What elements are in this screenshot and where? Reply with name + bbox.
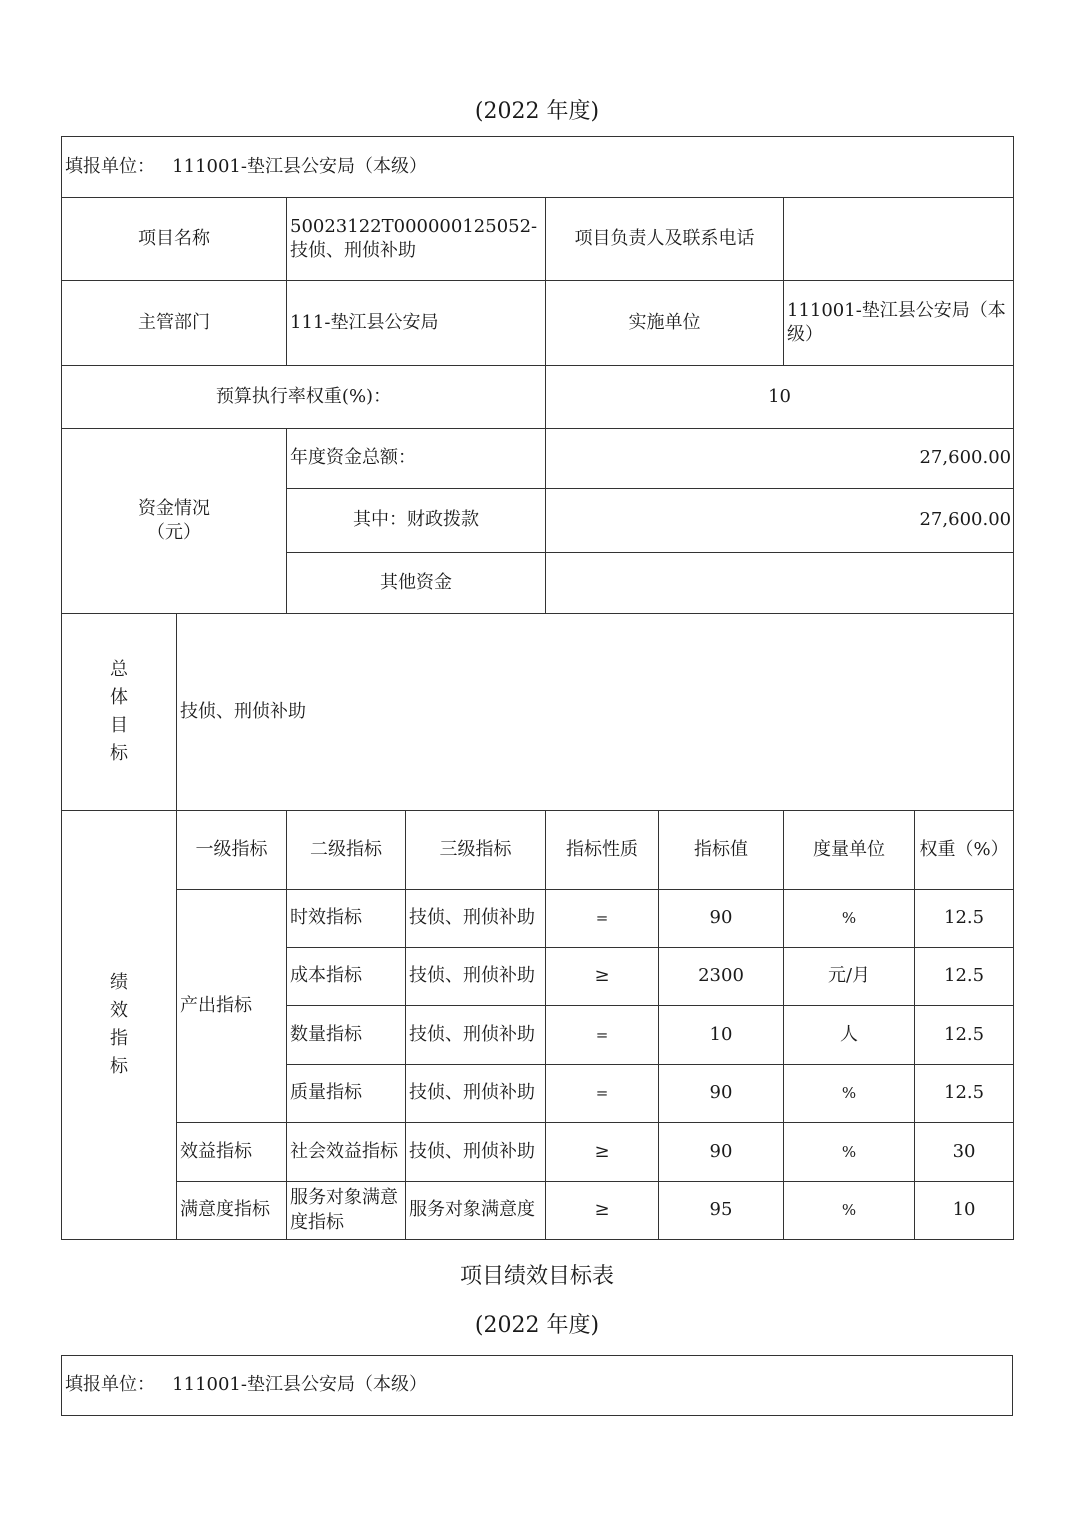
row-unit: 元/月	[784, 948, 915, 1006]
header-nature: 指标性质	[546, 811, 659, 890]
row-weight: 12.5	[915, 1006, 1014, 1065]
perf-char: 标	[110, 1055, 128, 1077]
header-unit: 度量单位	[784, 811, 915, 890]
year-heading-2: (2022 年度)	[474, 1313, 600, 1338]
reporting-unit-cell	[62, 137, 1014, 198]
impl-unit-label: 实施单位	[546, 281, 784, 366]
total-funds-label: 年度资金总额：	[287, 429, 546, 489]
perf-char: 指	[110, 1028, 128, 1049]
perf-char: 绩	[110, 972, 128, 994]
perf-char: 效	[110, 1000, 128, 1022]
row-level3: 技侦、刑侦补助	[406, 1065, 546, 1123]
row-nature: ≥	[546, 1123, 659, 1182]
goal-char: 总	[110, 659, 128, 681]
impl-unit-value: 111001-垫江县公安局（本级）	[784, 281, 1014, 366]
reporting-unit-value-2: 111001-垫江县公安局（本级）	[172, 1374, 427, 1396]
fiscal-funds-label: 其中：财政拨款	[287, 489, 546, 553]
table-row	[62, 1182, 1014, 1240]
reporting-unit-label: 填报单位：	[65, 155, 155, 177]
table-title: 项目绩效目标表	[459, 1264, 614, 1289]
dept-label: 主管部门	[62, 281, 287, 366]
contact-value	[784, 198, 1014, 281]
level1-output: 产出指标	[177, 890, 287, 1123]
dept-value: 111-垫江县公安局	[287, 281, 546, 366]
header-level2: 二级指标	[287, 811, 406, 890]
table-row	[62, 890, 1014, 948]
overall-goal-label	[62, 614, 177, 811]
row-level2: 时效指标	[287, 890, 406, 948]
other-funds-value	[546, 553, 1014, 614]
row-weight: 10	[915, 1182, 1014, 1240]
row-level2: 数量指标	[287, 1006, 406, 1065]
overall-goal-value: 技侦、刑侦补助	[177, 614, 1014, 811]
reporting-unit-label-2: 填报单位：	[65, 1374, 155, 1396]
row-level3: 技侦、刑侦补助	[406, 1123, 546, 1182]
perf-indicator-label	[62, 811, 177, 1240]
performance-target-table-2	[61, 1355, 1013, 1416]
performance-target-table	[61, 136, 1014, 1240]
row-weight: 12.5	[915, 948, 1014, 1006]
total-funds-value: 27,600.00	[546, 429, 1014, 489]
header-level3: 三级指标	[406, 811, 546, 890]
row-weight: 30	[915, 1123, 1014, 1182]
row-value: 90	[659, 1065, 784, 1123]
fiscal-funds-value: 27,600.00	[546, 489, 1014, 553]
header-level1: 一级指标	[177, 811, 287, 890]
row-weight: 12.5	[915, 890, 1014, 948]
row-unit: %	[784, 1123, 915, 1182]
row-level3: 技侦、刑侦补助	[406, 1006, 546, 1065]
budget-weight-value: 10	[546, 366, 1014, 429]
row-unit: 人	[784, 1006, 915, 1065]
row-unit: %	[784, 890, 915, 948]
level1-satisfaction: 满意度指标	[177, 1182, 287, 1240]
level1-benefit: 效益指标	[177, 1123, 287, 1182]
row-value: 2300	[659, 948, 784, 1006]
budget-weight-label: 预算执行率权重(%)：	[62, 366, 546, 429]
contact-label: 项目负责人及联系电话	[546, 198, 784, 281]
row-value: 90	[659, 1123, 784, 1182]
row-nature: ≥	[546, 1182, 659, 1240]
row-level2: 成本指标	[287, 948, 406, 1006]
row-level2: 社会效益指标	[287, 1123, 406, 1182]
row-nature: =	[546, 890, 659, 948]
funds-label-line2: （元）	[147, 522, 201, 543]
reporting-unit-cell-2	[62, 1356, 1013, 1416]
header-value: 指标值	[659, 811, 784, 890]
funds-label-line1: 资金情况	[138, 497, 210, 519]
row-nature: =	[546, 1006, 659, 1065]
project-name-value: 50023122T000000125052-技侦、刑侦补助	[287, 198, 546, 281]
row-unit: %	[784, 1182, 915, 1240]
row-nature: =	[546, 1065, 659, 1123]
row-weight: 12.5	[915, 1065, 1014, 1123]
row-nature: ≥	[546, 948, 659, 1006]
row-value: 10	[659, 1006, 784, 1065]
row-level2: 质量指标	[287, 1065, 406, 1123]
year-heading: (2022 年度)	[474, 99, 600, 124]
other-funds-label: 其他资金	[287, 553, 546, 614]
goal-char: 目	[110, 715, 128, 736]
header-weight: 权重（%）	[915, 811, 1014, 890]
row-unit: %	[784, 1065, 915, 1123]
row-level3: 服务对象满意度	[406, 1182, 546, 1240]
reporting-unit-value: 111001-垫江县公安局（本级）	[172, 155, 427, 177]
row-level2: 服务对象满意度指标	[287, 1182, 406, 1240]
table-row	[62, 1123, 1014, 1182]
row-level3: 技侦、刑侦补助	[406, 890, 546, 948]
project-name-label: 项目名称	[62, 198, 287, 281]
goal-char: 体	[110, 687, 128, 709]
goal-char: 标	[110, 742, 128, 764]
row-value: 90	[659, 890, 784, 948]
row-value: 95	[659, 1182, 784, 1240]
funds-label	[62, 429, 287, 614]
row-level3: 技侦、刑侦补助	[406, 948, 546, 1006]
